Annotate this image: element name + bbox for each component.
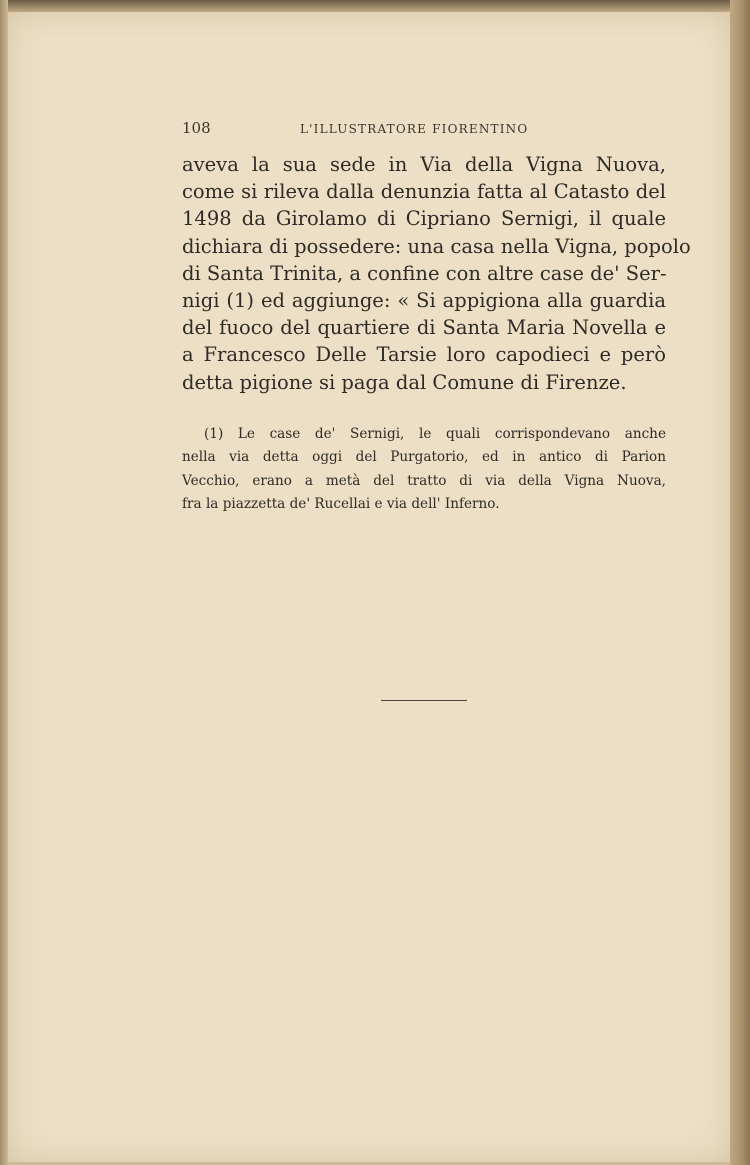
- running-title: L'ILLUSTRATORE FIORENTINO: [300, 122, 529, 136]
- page-top-edge: [0, 0, 750, 12]
- page-right-edge: [730, 0, 750, 1165]
- page-number: 108: [182, 119, 211, 137]
- footnote: [182, 423, 666, 516]
- body-line: dichiara di possedere: una casa nella Vigna, popolo: [182, 234, 691, 258]
- body-line: 1498 da Girolamo di Cipriano Sernigi, il quale: [182, 207, 666, 231]
- body-line: del fuoco del quartiere di Santa Maria Novella e: [182, 316, 666, 340]
- footnote-line: nella via detta oggi del Purgatorio, ed in antico di Parion: [182, 449, 666, 466]
- body-line: aveva la sua sede in Via della Vigna Nuova,: [182, 153, 666, 176]
- body-paragraph: [182, 151, 691, 396]
- body-line: a Francesco Delle Tarsie loro capodieci e però: [182, 343, 666, 367]
- footnote-line: (1) Le case de' Sernigi, le quali corrispondevano anche: [204, 426, 666, 442]
- body-line: di Santa Trinita, a confine con altre case de' Ser-: [182, 261, 667, 285]
- body-line: come si rileva dalla denunzia fatta al Catasto del: [182, 180, 666, 204]
- footnote-line: Vecchio, erano a metà del tratto di via della Vigna Nuova,: [182, 472, 666, 489]
- end-rule: [381, 700, 467, 701]
- body-line: nigi (1) ed aggiunge: « Si appigiona alla guardia: [182, 288, 666, 312]
- footnote-line: fra la piazzetta de' Rucellai e via dell' Inferno.: [182, 495, 500, 512]
- page-left-edge: [0, 0, 8, 1165]
- body-line: detta pigione si paga dal Comune di Firenze.: [182, 370, 627, 394]
